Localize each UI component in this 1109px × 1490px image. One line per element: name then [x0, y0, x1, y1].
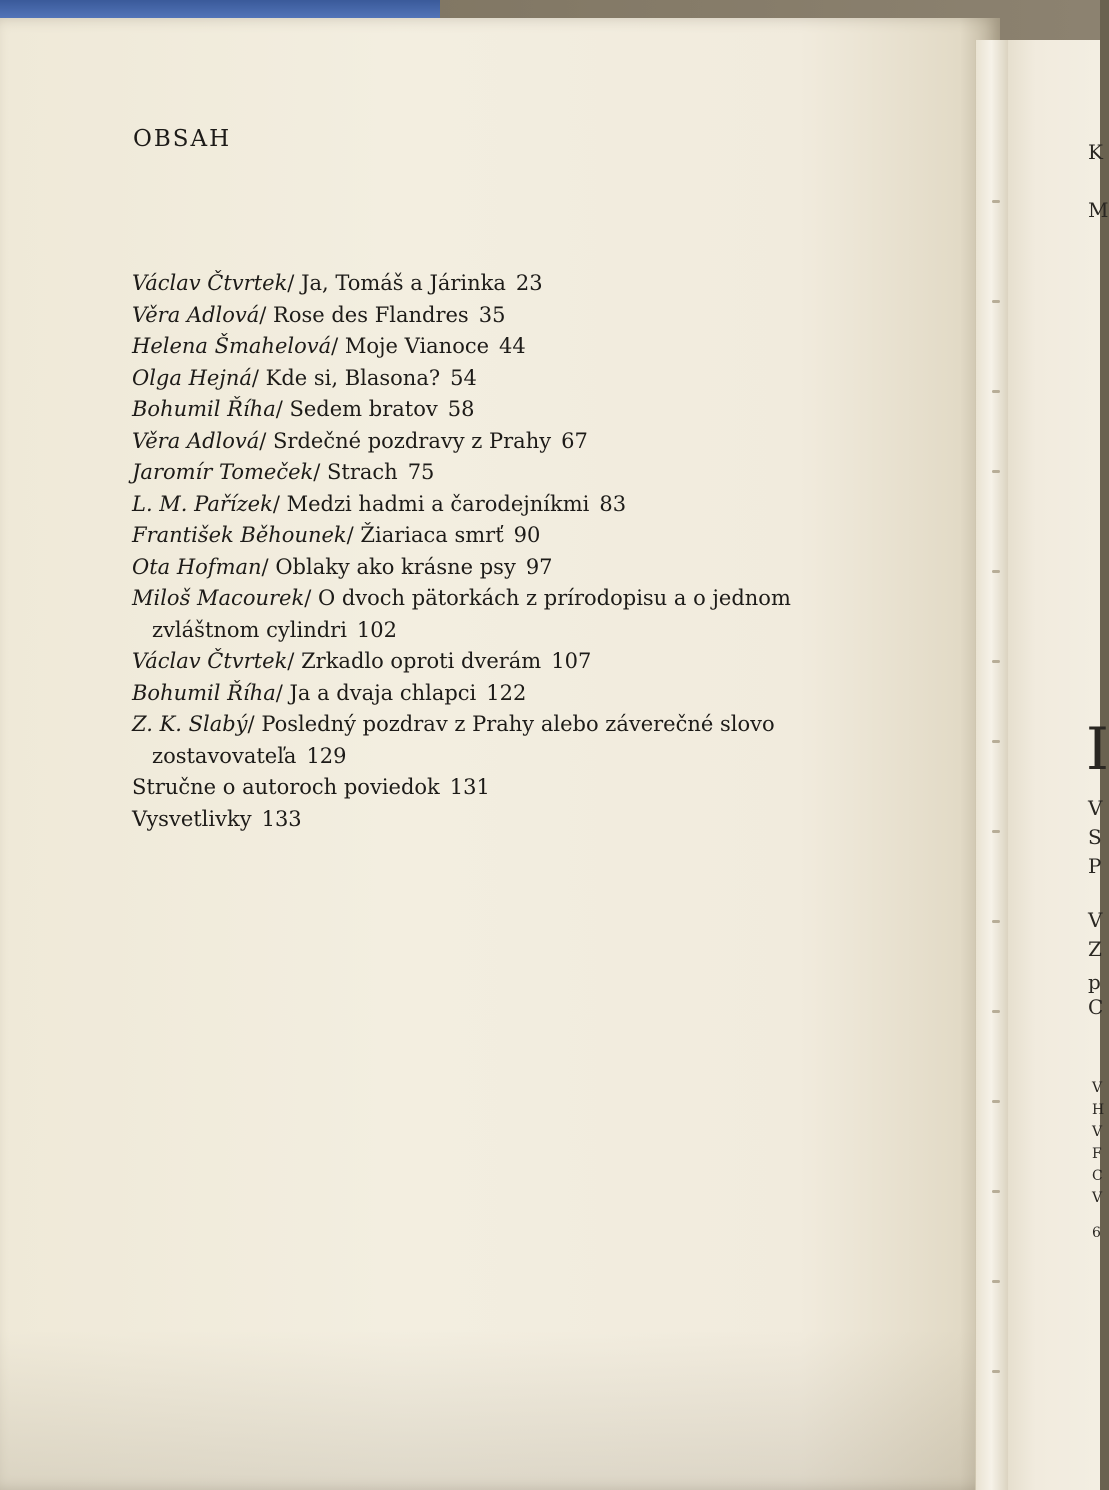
facing-page-fragment: F — [1092, 1146, 1102, 1162]
entry-title: Oblaky ako krásne psy — [275, 554, 516, 579]
entry-author: František Běhounek — [132, 523, 347, 547]
entry-page: 122 — [486, 680, 527, 705]
entry-page: 107 — [551, 649, 592, 673]
entry-page: 54 — [450, 365, 477, 390]
entry-author: Věra Adlová — [132, 302, 260, 327]
entry-title: Žiariaca smrť — [360, 523, 504, 547]
facing-page-fragment: V — [1088, 908, 1103, 932]
toc-entry — [132, 804, 892, 836]
binding-stitch — [992, 830, 1000, 833]
entry-title: Stručne o autoroch poviedok — [132, 775, 440, 799]
toc-entry: Václav Čtvrtek/ Zrkadlo oproti dverám 107 — [132, 649, 592, 673]
binding-stitch — [992, 1280, 1000, 1283]
toc-entry: Z. K. Slabý/ Posledný pozdrav z Prahy alebo záverečné slovo zostavovateľa 129 — [132, 712, 775, 768]
entry-author: Jaromír Tomeček — [132, 460, 314, 484]
binding-stitch — [992, 470, 1000, 473]
table-of-contents — [132, 268, 892, 835]
entry-title: Srdečné pozdravy z Prahy — [273, 428, 552, 453]
entry-author: L. M. Pařízek — [132, 491, 273, 516]
entry-author: Václav Čtvrtek — [132, 271, 288, 295]
contents-page — [0, 18, 1000, 1490]
entry-author: Bohumil Říha — [132, 397, 276, 421]
entry-page: 102 — [356, 617, 398, 642]
entry-title: Strach — [327, 460, 398, 484]
entry-author: Helena Šmahelová — [132, 334, 332, 358]
facing-page-fragment: p — [1088, 970, 1101, 994]
toc-entry: Jaromír Tomeček/ Strach 75 — [132, 460, 435, 484]
facing-page-fragment: M — [1088, 198, 1109, 222]
toc-entry: Olga Hejná/ Kde si, Blasona? 54 — [132, 365, 477, 390]
toc-entry: Helena Šmahelová/ Moje Vianoce 44 — [132, 334, 526, 358]
facing-page-fragment: C — [1088, 995, 1104, 1019]
entry-author: Z. K. Slabý — [132, 712, 248, 736]
binding-stitch — [992, 1370, 1000, 1373]
binding-stitch — [992, 390, 1000, 393]
entry-title: Vysvetlivky — [132, 806, 252, 831]
toc-entry: Věra Adlová/ Rose des Flandres 35 — [132, 302, 506, 327]
facing-page-fragment: 6 — [1092, 1225, 1101, 1241]
entry-page: 75 — [407, 460, 435, 484]
entry-title: Ja a dvaja chlapci — [289, 680, 477, 705]
facing-page — [1008, 40, 1109, 1490]
binding-stitch — [992, 920, 1000, 923]
entry-page: 133 — [261, 806, 302, 831]
entry-author: Olga Hejná — [132, 365, 252, 390]
page-title: OBSAH — [133, 126, 232, 152]
entry-page: 83 — [599, 491, 627, 516]
entry-page: 131 — [449, 775, 490, 799]
entry-author: Bohumil Říha — [132, 680, 276, 705]
facing-page-fragment: H — [1092, 1102, 1105, 1118]
facing-page-fragment: V — [1092, 1190, 1103, 1206]
entry-author: Miloš Macourek — [132, 586, 305, 610]
entry-title: Medzi hadmi a čarodejníkmi — [286, 491, 590, 516]
entry-author: Věra Adlová — [132, 428, 260, 453]
entry-page: 23 — [515, 271, 543, 295]
binding-stitch — [992, 740, 1000, 743]
entry-title: Zrkadlo oproti dverám — [301, 649, 542, 673]
binding-stitch — [992, 1190, 1000, 1193]
facing-page-fragment: K — [1088, 140, 1103, 164]
entry-title: Ja, Tomáš a Járinka — [301, 271, 506, 295]
facing-page-fragment: C — [1092, 1168, 1103, 1184]
facing-page-fragment: V — [1092, 1080, 1103, 1096]
entry-title: O dvoch pätorkách z prírodopisu a o jednom zvláštnom cylindri — [152, 586, 791, 642]
entry-page: 97 — [525, 554, 553, 579]
toc-entry: Miloš Macourek/ O dvoch pätorkách z prírodopisu a o jednom zvláštnom cylindri 102 — [132, 586, 791, 642]
facing-page-fragment: V — [1088, 796, 1103, 820]
book-gutter — [975, 40, 1010, 1490]
binding-stitch — [992, 200, 1000, 203]
toc-entry: Václav Čtvrtek/ Ja, Tomáš a Járinka 23 — [132, 271, 543, 295]
toc-entry: Bohumil Říha/ Ja a dvaja chlapci 122 — [132, 680, 527, 705]
toc-entry: František Běhounek/ Žiariaca smrť 90 — [132, 523, 541, 547]
entry-title: Rose des Flandres — [273, 302, 469, 327]
entry-page: 58 — [447, 397, 475, 421]
binding-stitch — [992, 1100, 1000, 1103]
binding-stitch — [992, 570, 1000, 573]
entry-page: 129 — [306, 743, 347, 768]
binding-stitch — [992, 660, 1000, 663]
facing-page-fragment: Z — [1088, 937, 1102, 961]
entry-author: Václav Čtvrtek — [132, 649, 288, 673]
toc-entry: L. M. Pařízek/ Medzi hadmi a čarodejníkmi 83 — [132, 491, 627, 516]
entry-page: 35 — [478, 302, 506, 327]
binding-stitch — [992, 300, 1000, 303]
facing-page-fragment: V — [1092, 1124, 1103, 1140]
toc-entry: Ota Hofman/ Oblaky ako krásne psy 97 — [132, 554, 553, 579]
entry-page: 67 — [561, 428, 588, 453]
facing-page-fragment: S — [1088, 825, 1102, 849]
entry-author: Ota Hofman — [132, 554, 262, 579]
entry-title: Posledný pozdrav z Prahy alebo záverečné slovo zostavovateľa — [152, 712, 775, 768]
entry-page: 90 — [513, 523, 541, 547]
entry-title: Moje Vianoce — [344, 334, 490, 358]
facing-page-fragment: P — [1088, 854, 1102, 878]
toc-entry: Bohumil Říha/ Sedem bratov 58 — [132, 397, 475, 421]
entry-title: Sedem bratov — [289, 397, 438, 421]
toc-entry — [132, 772, 892, 804]
binding-stitch — [992, 1010, 1000, 1013]
page-shadow — [0, 1330, 1000, 1490]
facing-page-fragment: I — [1086, 715, 1109, 783]
entry-title: Kde si, Blasona? — [265, 365, 441, 390]
entry-page: 44 — [499, 334, 526, 358]
toc-entry: Věra Adlová/ Srdečné pozdravy z Prahy 67 — [132, 428, 588, 453]
